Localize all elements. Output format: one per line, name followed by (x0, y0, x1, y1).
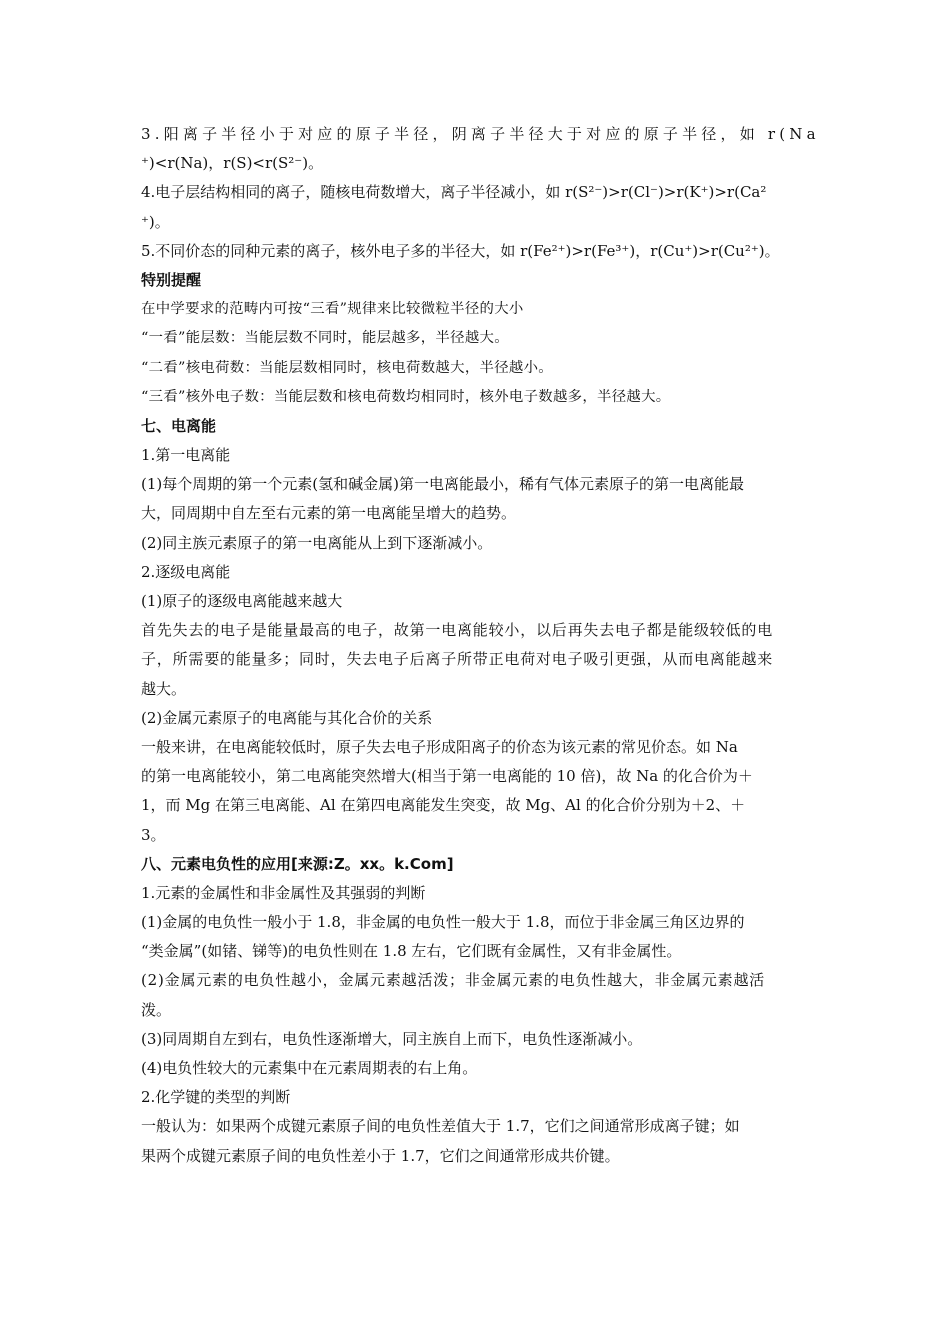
text-line: 越大。 (141, 679, 187, 698)
text-line: ⁺)<r(Na)，r(S)<r(S²⁻)。 (141, 154, 324, 173)
document-page (141, 120, 820, 1171)
text-line: 一般认为：如果两个成键元素原子间的电负性差值大于 1.7，它们之间通常形成离子键；如 (141, 1117, 740, 1136)
text-line: (2)金属元素原子的电离能与其化合价的关系 (141, 708, 433, 727)
text-line: 1.第一电离能 (141, 446, 231, 465)
text-line: 2.化学键的类型的判断 (141, 1088, 291, 1107)
text-line: 2.逐级电离能 (141, 562, 231, 581)
text-line: (1)原子的逐级电离能越来越大 (141, 592, 343, 610)
text-line: ⁺)。 (141, 212, 170, 231)
text-line: “二看”核电荷数：当能层数相同时，核电荷数越大，半径越小。 (141, 359, 553, 376)
text-line: (2)金属元素的电负性越小，金属元素越活泼；非金属元素的电负性越大，非金属元素越活 (141, 971, 766, 990)
text-line: (3)同周期自左到右，电负性逐渐增大，同主族自上而下，电负性逐渐减小。 (141, 1029, 643, 1048)
text-line: 5.不同价态的同种元素的离子，核外电子多的半径大，如 r(Fe²⁺)>r(Fe³⁺)，r(Cu⁺)>r(Cu²⁺)。 (141, 241, 780, 260)
text-line: 在中学要求的范畴内可按“三看”规律来比较微粒半径的大小 (141, 301, 524, 318)
text-line: “三看”核外电子数：当能层数和核电荷数均相同时，核外电子数越多，半径越大。 (141, 388, 671, 405)
text-line: 泼。 (141, 1000, 172, 1019)
text-line: 4.电子层结构相同的离子，随核电荷数增大，离子半径减小，如 r(S²⁻)>r(Cl⁻)>r(K⁺)>r(Ca² (141, 183, 767, 202)
text-line: (2)同主族元素原子的第一电离能从上到下逐渐减小。 (141, 533, 493, 552)
text-line: “类金属”(如锗、锑等)的电负性则在 1.8 左右，它们既有金属性，又有非金属性。 (141, 942, 682, 961)
text-line: (4)电负性较大的元素集中在元素周期表的右上角。 (141, 1059, 478, 1077)
text-line: 首先失去的电子是能量最高的电子，故第一电离能较小，以后再失去电子都是能级较低的电 (141, 621, 774, 640)
text-line: 大，同周期中自左至右元素的第一电离能呈增大的趋势。 (141, 504, 517, 523)
text-line: 的第一电离能较小，第二电离能突然增大(相当于第一电离能的 10 倍)，故 Na 的化合价为＋ (141, 767, 753, 786)
text-line: 3。 (141, 825, 166, 844)
text-line: 子，所需要的能量多；同时，失去电子后离子所带正电荷对电子吸引更强，从而电离能越来 (141, 650, 774, 669)
text-line: 果两个成键元素原子间的电负性差小于 1.7，它们之间通常形成共价键。 (141, 1146, 620, 1165)
text-line: (1)金属的电负性一般小于 1.8，非金属的电负性一般大于 1.8，而位于非金属三角区边界的 (141, 913, 745, 932)
text-line: (1)每个周期的第一个元素(氢和碱金属)第一电离能最小，稀有气体元素原子的第一电离能最 (141, 475, 744, 494)
section-heading: 特别提醒 (141, 270, 202, 289)
text-line: 3.阳离子半径小于对应的原子半径，阴离子半径大于对应的原子半径，如 r(Na (141, 125, 820, 143)
text-line: 1，而 Mg 在第三电离能、Al 在第四电离能发生突变，故 Mg、Al 的化合价分别为＋2、＋ (141, 796, 746, 815)
section-heading: 八、元素电负性的应用[来源:Z。xx。k.Com] (141, 854, 454, 873)
text-line: 1.元素的金属性和非金属性及其强弱的判断 (141, 883, 426, 902)
text-line: “一看”能层数：当能层数不同时，能层越多，半径越大。 (141, 330, 509, 347)
text-line: 一般来讲，在电离能较低时，原子失去电子形成阳离子的价态为该元素的常见价态。如 Na (141, 737, 738, 756)
section-heading: 七、电离能 (141, 416, 217, 435)
